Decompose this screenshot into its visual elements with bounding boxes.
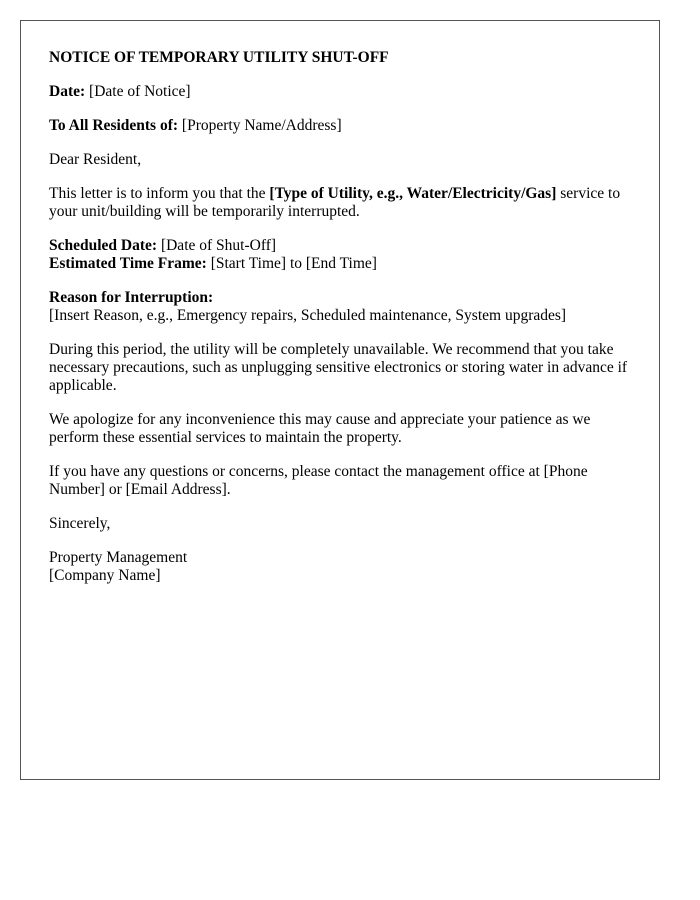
recipients-label: To All Residents of:: [49, 117, 179, 134]
signature-block: [49, 549, 631, 585]
notice-letter: [20, 20, 660, 780]
closing: Sincerely,: [49, 515, 111, 532]
recipients-line: [49, 117, 631, 135]
date-line: [49, 83, 631, 101]
reason-value: [Insert Reason, e.g., Emergency repairs, Scheduled maintenance, System upgrades]: [49, 307, 567, 324]
schedule-block: [49, 237, 631, 273]
time-frame-value: [Start Time] to [End Time]: [210, 255, 377, 272]
intro-after: service to your unit/building will be temporarily interrupted.: [49, 185, 621, 220]
signature-name: Property Management: [49, 549, 188, 566]
reason-block: [49, 289, 631, 325]
notice-title: NOTICE OF TEMPORARY UTILITY SHUT-OFF: [49, 49, 389, 66]
time-frame-label: Estimated Time Frame:: [49, 255, 207, 272]
date-label: Date:: [49, 83, 86, 100]
precautions-paragraph: During this period, the utility will be completely unavailable. We recommend that you take necessary precautions, such as unplugging sensitive electronics or storing water in advance if applicable.: [49, 341, 628, 394]
intro-before: This letter is to inform you that the: [49, 185, 270, 202]
contact-paragraph: If you have any questions or concerns, please contact the management office at [Phone Number] or [Email Address].: [49, 463, 588, 498]
recipients-value: [Property Name/Address]: [181, 117, 342, 134]
date-value: [Date of Notice]: [89, 83, 191, 100]
signature-company: [Company Name]: [49, 567, 161, 584]
intro-utility: [Type of Utility, e.g., Water/Electricity/Gas]: [269, 185, 557, 202]
intro-paragraph: [49, 185, 631, 221]
reason-label: Reason for Interruption:: [49, 289, 214, 306]
scheduled-date-label: Scheduled Date:: [49, 237, 158, 254]
salutation: Dear Resident,: [49, 151, 142, 168]
apology-paragraph: We apologize for any inconvenience this may cause and appreciate your patience as we perform these essential services to maintain the property.: [49, 411, 591, 446]
scheduled-date-value: [Date of Shut-Off]: [160, 237, 277, 254]
